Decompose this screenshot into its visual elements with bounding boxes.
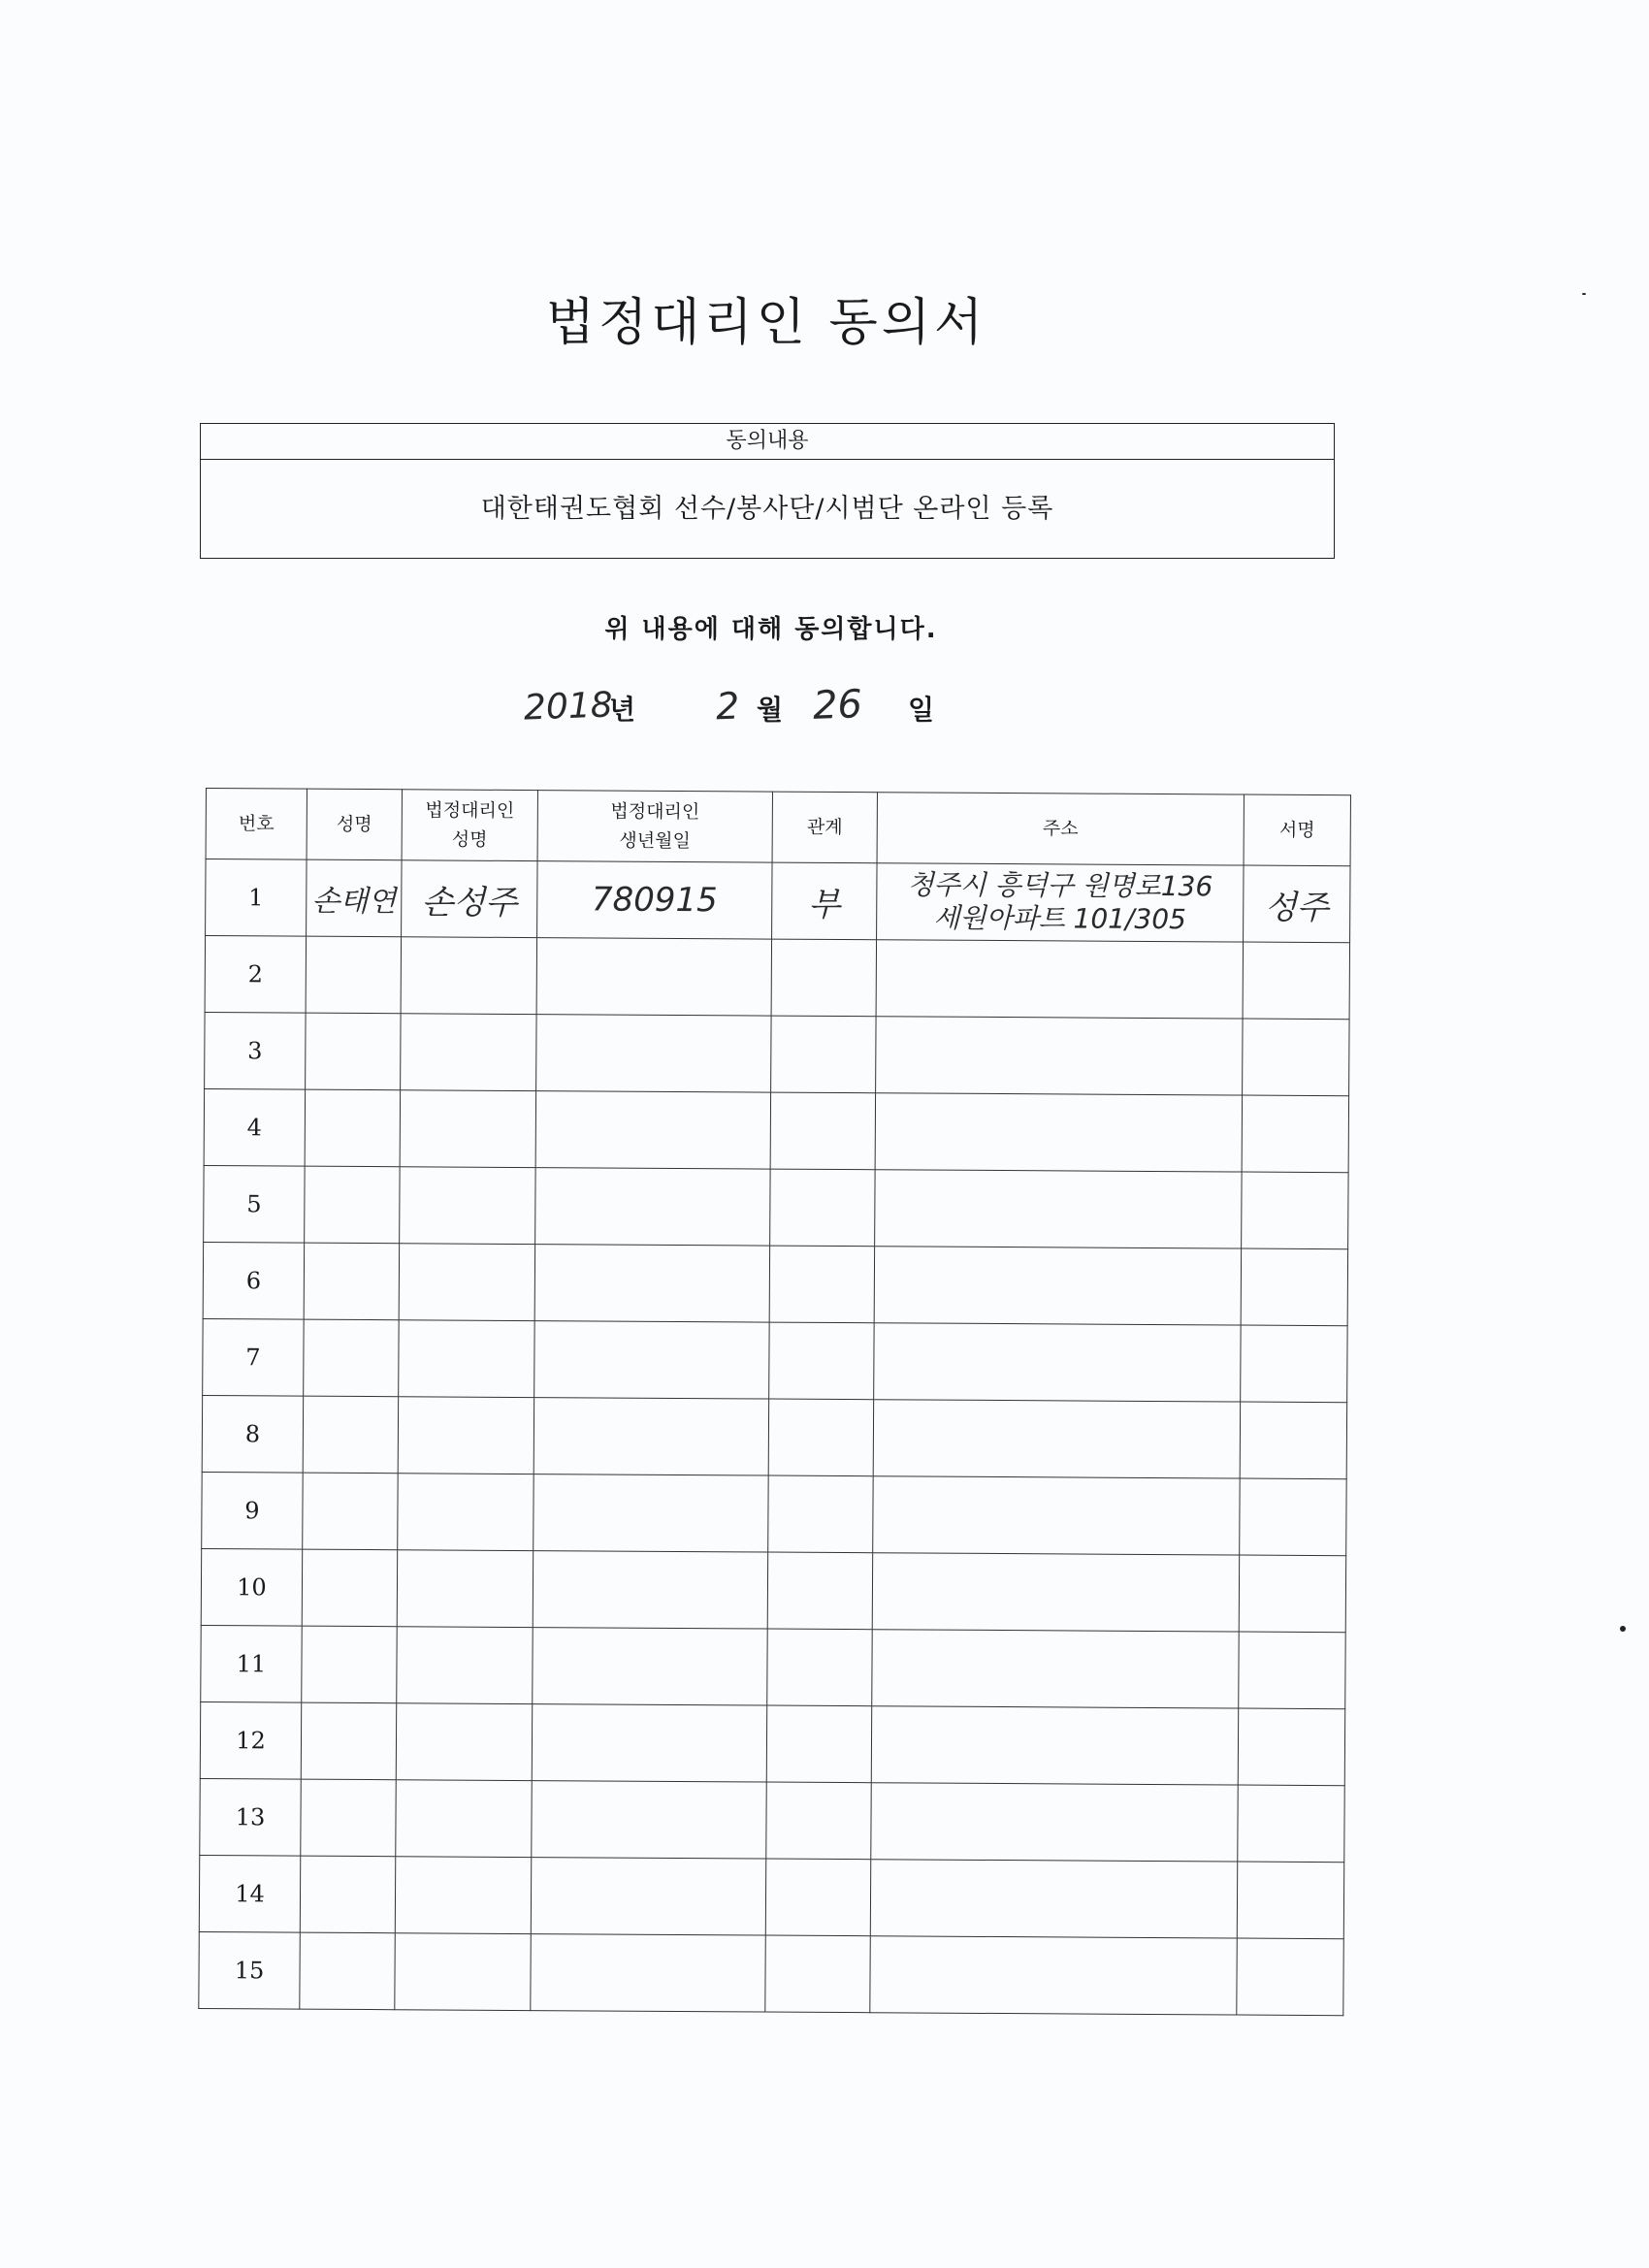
cell-name xyxy=(304,1319,399,1397)
cell-relation xyxy=(767,1629,872,1706)
cell-address xyxy=(876,940,1243,1019)
cell-name xyxy=(301,1702,396,1780)
cell-guardian-birth xyxy=(536,938,771,1016)
guardian-table xyxy=(198,788,1351,2016)
cell-relation xyxy=(765,1935,870,2013)
consent-content: 대한태권도협회 선수/봉사단/시범단 온라인 등록 xyxy=(480,494,1054,524)
cell-signature xyxy=(1239,1632,1345,1709)
cell-name xyxy=(306,936,401,1014)
scan-speck xyxy=(1582,293,1586,295)
cell-guardian-birth xyxy=(534,1398,768,1475)
cell-no: 3 xyxy=(205,1012,306,1089)
cell-signature xyxy=(1241,1325,1347,1403)
table-row xyxy=(199,1855,1343,1938)
consent-box xyxy=(200,423,1335,559)
date-month: 2 xyxy=(715,684,740,729)
cell-relation xyxy=(770,1169,875,1247)
header-guardian-birth xyxy=(537,791,772,862)
cell-address xyxy=(873,1400,1240,1478)
cell-relation xyxy=(766,1782,871,1860)
cell-address xyxy=(874,1247,1241,1325)
header-relation: 관계 xyxy=(772,792,877,863)
cell-no: 4 xyxy=(204,1088,305,1166)
cell-address xyxy=(875,1093,1242,1172)
cell-guardian-name xyxy=(397,1550,533,1628)
cell-name xyxy=(301,1779,396,1857)
cell-relation xyxy=(769,1246,874,1323)
cell-relation xyxy=(770,1092,875,1170)
table-row xyxy=(201,1548,1345,1632)
table-row xyxy=(205,1012,1349,1095)
scan-speck xyxy=(1620,1626,1626,1632)
cell-signature: 성주 xyxy=(1244,865,1350,943)
cell-address xyxy=(870,1860,1237,1938)
header-address: 주소 xyxy=(877,793,1244,865)
cell-signature xyxy=(1242,1095,1348,1173)
cell-name xyxy=(306,1013,401,1090)
cell-guardian-name xyxy=(397,1627,533,1704)
cell-no: 5 xyxy=(204,1165,305,1243)
cell-name xyxy=(300,1932,395,2010)
cell-signature xyxy=(1238,1785,1344,1863)
table-row xyxy=(202,1395,1346,1478)
cell-no: 9 xyxy=(202,1472,303,1549)
cell-relation xyxy=(765,1859,870,1936)
cell-guardian-name: 손성주 xyxy=(402,860,537,938)
cell-guardian-name xyxy=(396,1780,532,1858)
cell-no: 8 xyxy=(202,1395,303,1473)
cell-address xyxy=(871,1706,1238,1785)
header-guardian-name xyxy=(402,790,537,861)
date-day-unit: 일 xyxy=(908,694,935,726)
cell-guardian-birth xyxy=(531,1858,765,1935)
cell-guardian-name xyxy=(401,1014,536,1091)
table-row xyxy=(206,859,1350,943)
cell-no: 6 xyxy=(203,1242,304,1319)
cell-signature xyxy=(1237,1862,1343,1939)
cell-guardian-name xyxy=(401,937,536,1015)
table-row xyxy=(205,936,1349,1020)
cell-guardian-name xyxy=(395,1933,531,2011)
header-guardian-birth-line2: 생년월일 xyxy=(619,829,691,853)
cell-signature xyxy=(1240,1478,1346,1556)
cell-address xyxy=(877,863,1244,942)
cell-address xyxy=(872,1553,1239,1632)
cell-address-line1: 청주시 흥덕구 원명로136 xyxy=(907,868,1213,903)
cell-guardian-birth xyxy=(535,1091,770,1169)
date-day: 26 xyxy=(812,682,863,729)
cell-name xyxy=(303,1396,398,1474)
date-year-unit: 년 xyxy=(609,694,636,726)
cell-name xyxy=(300,1856,395,1933)
header-no: 번호 xyxy=(206,789,307,860)
table-row xyxy=(202,1472,1346,1555)
cell-address xyxy=(870,1936,1237,2015)
header-guardian-birth-line1: 법정대리인 xyxy=(610,800,700,824)
cell-no: 7 xyxy=(203,1318,304,1396)
cell-name xyxy=(302,1626,397,1703)
cell-guardian-birth xyxy=(534,1321,769,1399)
document-title: 법정대리인 동의서 xyxy=(545,294,987,352)
table-header-row xyxy=(206,789,1350,866)
cell-name xyxy=(304,1243,399,1320)
consent-heading: 동의내용 xyxy=(201,424,1334,460)
cell-guardian-birth xyxy=(532,1781,766,1859)
cell-guardian-birth: 780915 xyxy=(537,861,772,939)
cell-address xyxy=(873,1476,1240,1555)
cell-guardian-birth xyxy=(534,1245,769,1322)
cell-name xyxy=(305,1166,400,1244)
cell-relation xyxy=(769,1322,874,1400)
cell-guardian-birth xyxy=(536,1015,771,1092)
cell-signature xyxy=(1237,1938,1343,2016)
cell-relation xyxy=(766,1705,871,1783)
cell-guardian-birth xyxy=(531,1934,765,2012)
cell-guardian-name xyxy=(398,1397,534,1474)
cell-signature xyxy=(1240,1402,1346,1479)
cell-guardian-birth xyxy=(534,1474,768,1552)
cell-relation xyxy=(771,939,876,1017)
cell-guardian-name xyxy=(399,1320,534,1398)
header-name: 성명 xyxy=(307,789,402,860)
cell-guardian-name xyxy=(396,1703,532,1781)
cell-signature xyxy=(1238,1708,1344,1786)
cell-signature xyxy=(1243,942,1349,1020)
cell-signature xyxy=(1241,1248,1347,1326)
cell-guardian-name xyxy=(398,1474,534,1551)
table-row xyxy=(203,1242,1347,1325)
cell-guardian-birth xyxy=(533,1551,767,1629)
agree-statement: 위 내용에 대해 동의합니다. xyxy=(604,615,938,644)
cell-name xyxy=(305,1089,400,1167)
cell-no: 12 xyxy=(200,1701,301,1779)
cell-no: 14 xyxy=(199,1855,300,1932)
table-row xyxy=(204,1165,1348,1248)
cell-guardian-name xyxy=(400,1167,535,1245)
cell-relation xyxy=(767,1552,872,1630)
cell-signature xyxy=(1242,1172,1348,1249)
cell-name: 손태연 xyxy=(307,859,402,937)
cell-no: 2 xyxy=(205,936,306,1014)
cell-address xyxy=(876,1017,1243,1095)
cell-no: 1 xyxy=(206,859,307,937)
cell-guardian-name xyxy=(400,1090,535,1168)
date-year: 2018 xyxy=(523,685,614,729)
cell-guardian-birth xyxy=(533,1628,767,1705)
cell-no: 13 xyxy=(200,1778,301,1856)
cell-address xyxy=(875,1170,1242,1248)
cell-address-line2: 세원아파트 101/305 xyxy=(933,901,1187,936)
table-row xyxy=(203,1318,1347,1402)
table-row xyxy=(200,1778,1344,1862)
cell-guardian-birth xyxy=(535,1168,770,1246)
cell-guardian-name xyxy=(399,1244,534,1321)
cell-name xyxy=(302,1549,397,1627)
date-month-unit: 월 xyxy=(757,694,784,726)
header-signature: 서명 xyxy=(1244,794,1350,866)
cell-address xyxy=(874,1323,1241,1402)
cell-relation xyxy=(768,1399,873,1476)
header-guardian-name-line2: 성명 xyxy=(451,828,488,851)
cell-name xyxy=(303,1473,398,1550)
cell-no: 15 xyxy=(199,1931,300,2009)
cell-relation xyxy=(768,1475,873,1553)
table-row xyxy=(201,1625,1345,1708)
cell-guardian-name xyxy=(395,1857,531,1934)
cell-relation: 부 xyxy=(772,862,877,940)
cell-address xyxy=(871,1783,1238,1862)
cell-signature xyxy=(1243,1019,1349,1096)
cell-signature xyxy=(1239,1555,1345,1633)
cell-address xyxy=(872,1630,1239,1708)
cell-no: 10 xyxy=(201,1548,302,1626)
table-row xyxy=(199,1931,1343,2015)
header-guardian-name-line1: 법정대리인 xyxy=(425,799,515,822)
cell-guardian-birth xyxy=(532,1704,766,1782)
cell-relation xyxy=(771,1016,876,1093)
table-row xyxy=(204,1088,1348,1172)
cell-no: 11 xyxy=(201,1625,302,1702)
table-row xyxy=(200,1701,1344,1785)
